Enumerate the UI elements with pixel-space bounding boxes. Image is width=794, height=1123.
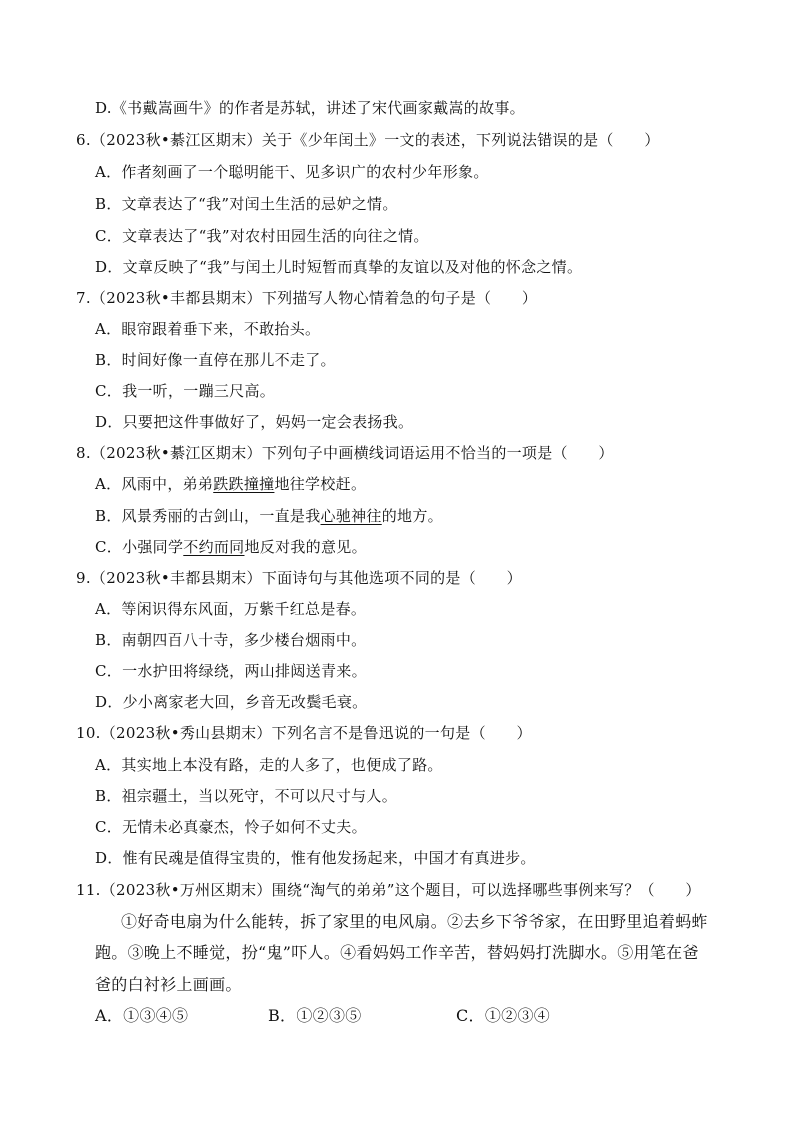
q8b-underlined: 心驰神往 [320, 507, 382, 525]
q8-option-a [95, 474, 366, 494]
q8c-pre: C．小强同学 [95, 538, 184, 556]
question-11: 11.（2023秋•万州区期末）围绕“淘气的弟弟”这个题目，可以选择哪些事例来写？（ ） [76, 881, 701, 899]
q6-option-d: D．文章反映了“我”与闰土儿时短暂而真挚的友谊以及对他的怀念之情。 [95, 258, 583, 276]
q8-option-c [95, 537, 367, 557]
question-9: 9.（2023秋•丰都县期末）下面诗句与其他选项不同的是（ ） [76, 569, 522, 587]
q6-option-b: B．文章表达了“我”对闰土生活的忌妒之情。 [95, 195, 398, 213]
q11-passage-line-1: ①好奇电扇为什么能转，拆了家里的电风扇。②去乡下爷爷家，在田野里追着蚂蚱 [121, 912, 708, 931]
question-7: 7.（2023秋•丰都县期末）下列描写人物心情着急的句子是（ ） [76, 289, 538, 307]
q11-option-b: B．①②③⑤ [268, 1006, 362, 1025]
q7-option-d: D．只要把这件事做好了，妈妈一定会表扬我。 [95, 413, 414, 431]
question-6: 6.（2023秋•綦江区期末）关于《少年闰土》一文的表述，下列说法错误的是（ ） [76, 131, 660, 149]
q8b-pre: B．风景秀丽的古剑山，一直是我 [95, 507, 321, 525]
q11-option-c: C．①②③④ [456, 1006, 551, 1025]
q7-option-b: B．时间好像一直停在那儿不走了。 [95, 351, 336, 369]
q6-option-a: A．作者刻画了一个聪明能干、见多识广的农村少年形象。 [95, 163, 489, 181]
question-8: 8.（2023秋•綦江区期末）下列句子中画横线词语运用不恰当的一项是（ ） [76, 444, 614, 462]
q8c-post: 地反对我的意见。 [244, 538, 367, 556]
q9-option-d: D．少小离家老大回，乡音无改鬓毛衰。 [95, 693, 368, 711]
q11-passage-line-2: 跑。③晚上不睡觉，扮“鬼”吓人。④看妈妈工作辛苦，替妈妈打洗脚水。⑤用笔在爸 [95, 943, 699, 962]
q11-passage-line-3: 爸的白衬衫上画画。 [95, 975, 242, 994]
q8a-post: 地往学校赶。 [274, 475, 367, 493]
q6-option-c: C．文章表达了“我”对农村田园生活的向往之情。 [95, 227, 429, 245]
q10-option-c: C．无情未必真豪杰，怜子如何不丈夫。 [95, 818, 367, 836]
q9-option-a: A．等闲识得东风面，万紫千红总是春。 [95, 600, 367, 618]
q9-option-c: C．一水护田将绿绕，两山排闼送青来。 [95, 662, 367, 680]
q10-option-b: B．祖宗疆土，当以死守，不可以尺寸与人。 [95, 787, 398, 805]
q10-option-a: A．其实地上本没有路，走的人多了，也便成了路。 [95, 756, 443, 774]
q7-option-a: A．眼帘跟着垂下来，不敢抬头。 [95, 320, 321, 338]
q7-option-c: C．我一听，一蹦三尺高。 [95, 382, 276, 400]
q8-option-b [95, 506, 443, 526]
q10-option-d: D．惟有民魂是值得宝贵的，惟有他发扬起来，中国才有真进步。 [95, 849, 536, 867]
q8b-post: 的地方。 [381, 507, 443, 525]
q9-option-b: B．南朝四百八十寺，多少楼台烟雨中。 [95, 631, 367, 649]
q8a-underlined: 跌跌撞撞 [213, 475, 275, 493]
q8c-underlined: 不约而同 [183, 538, 245, 556]
question-10: 10.（2023秋•秀山县期末）下列名言不是鲁迅说的一句是（ ） [76, 724, 532, 742]
q11-option-a: A．①③④⑤ [95, 1006, 189, 1025]
q5-option-d: D.《书戴嵩画牛》的作者是苏轼，讲述了宋代画家戴嵩的故事。 [95, 99, 525, 117]
q8a-pre: A．风雨中，弟弟 [95, 475, 214, 493]
